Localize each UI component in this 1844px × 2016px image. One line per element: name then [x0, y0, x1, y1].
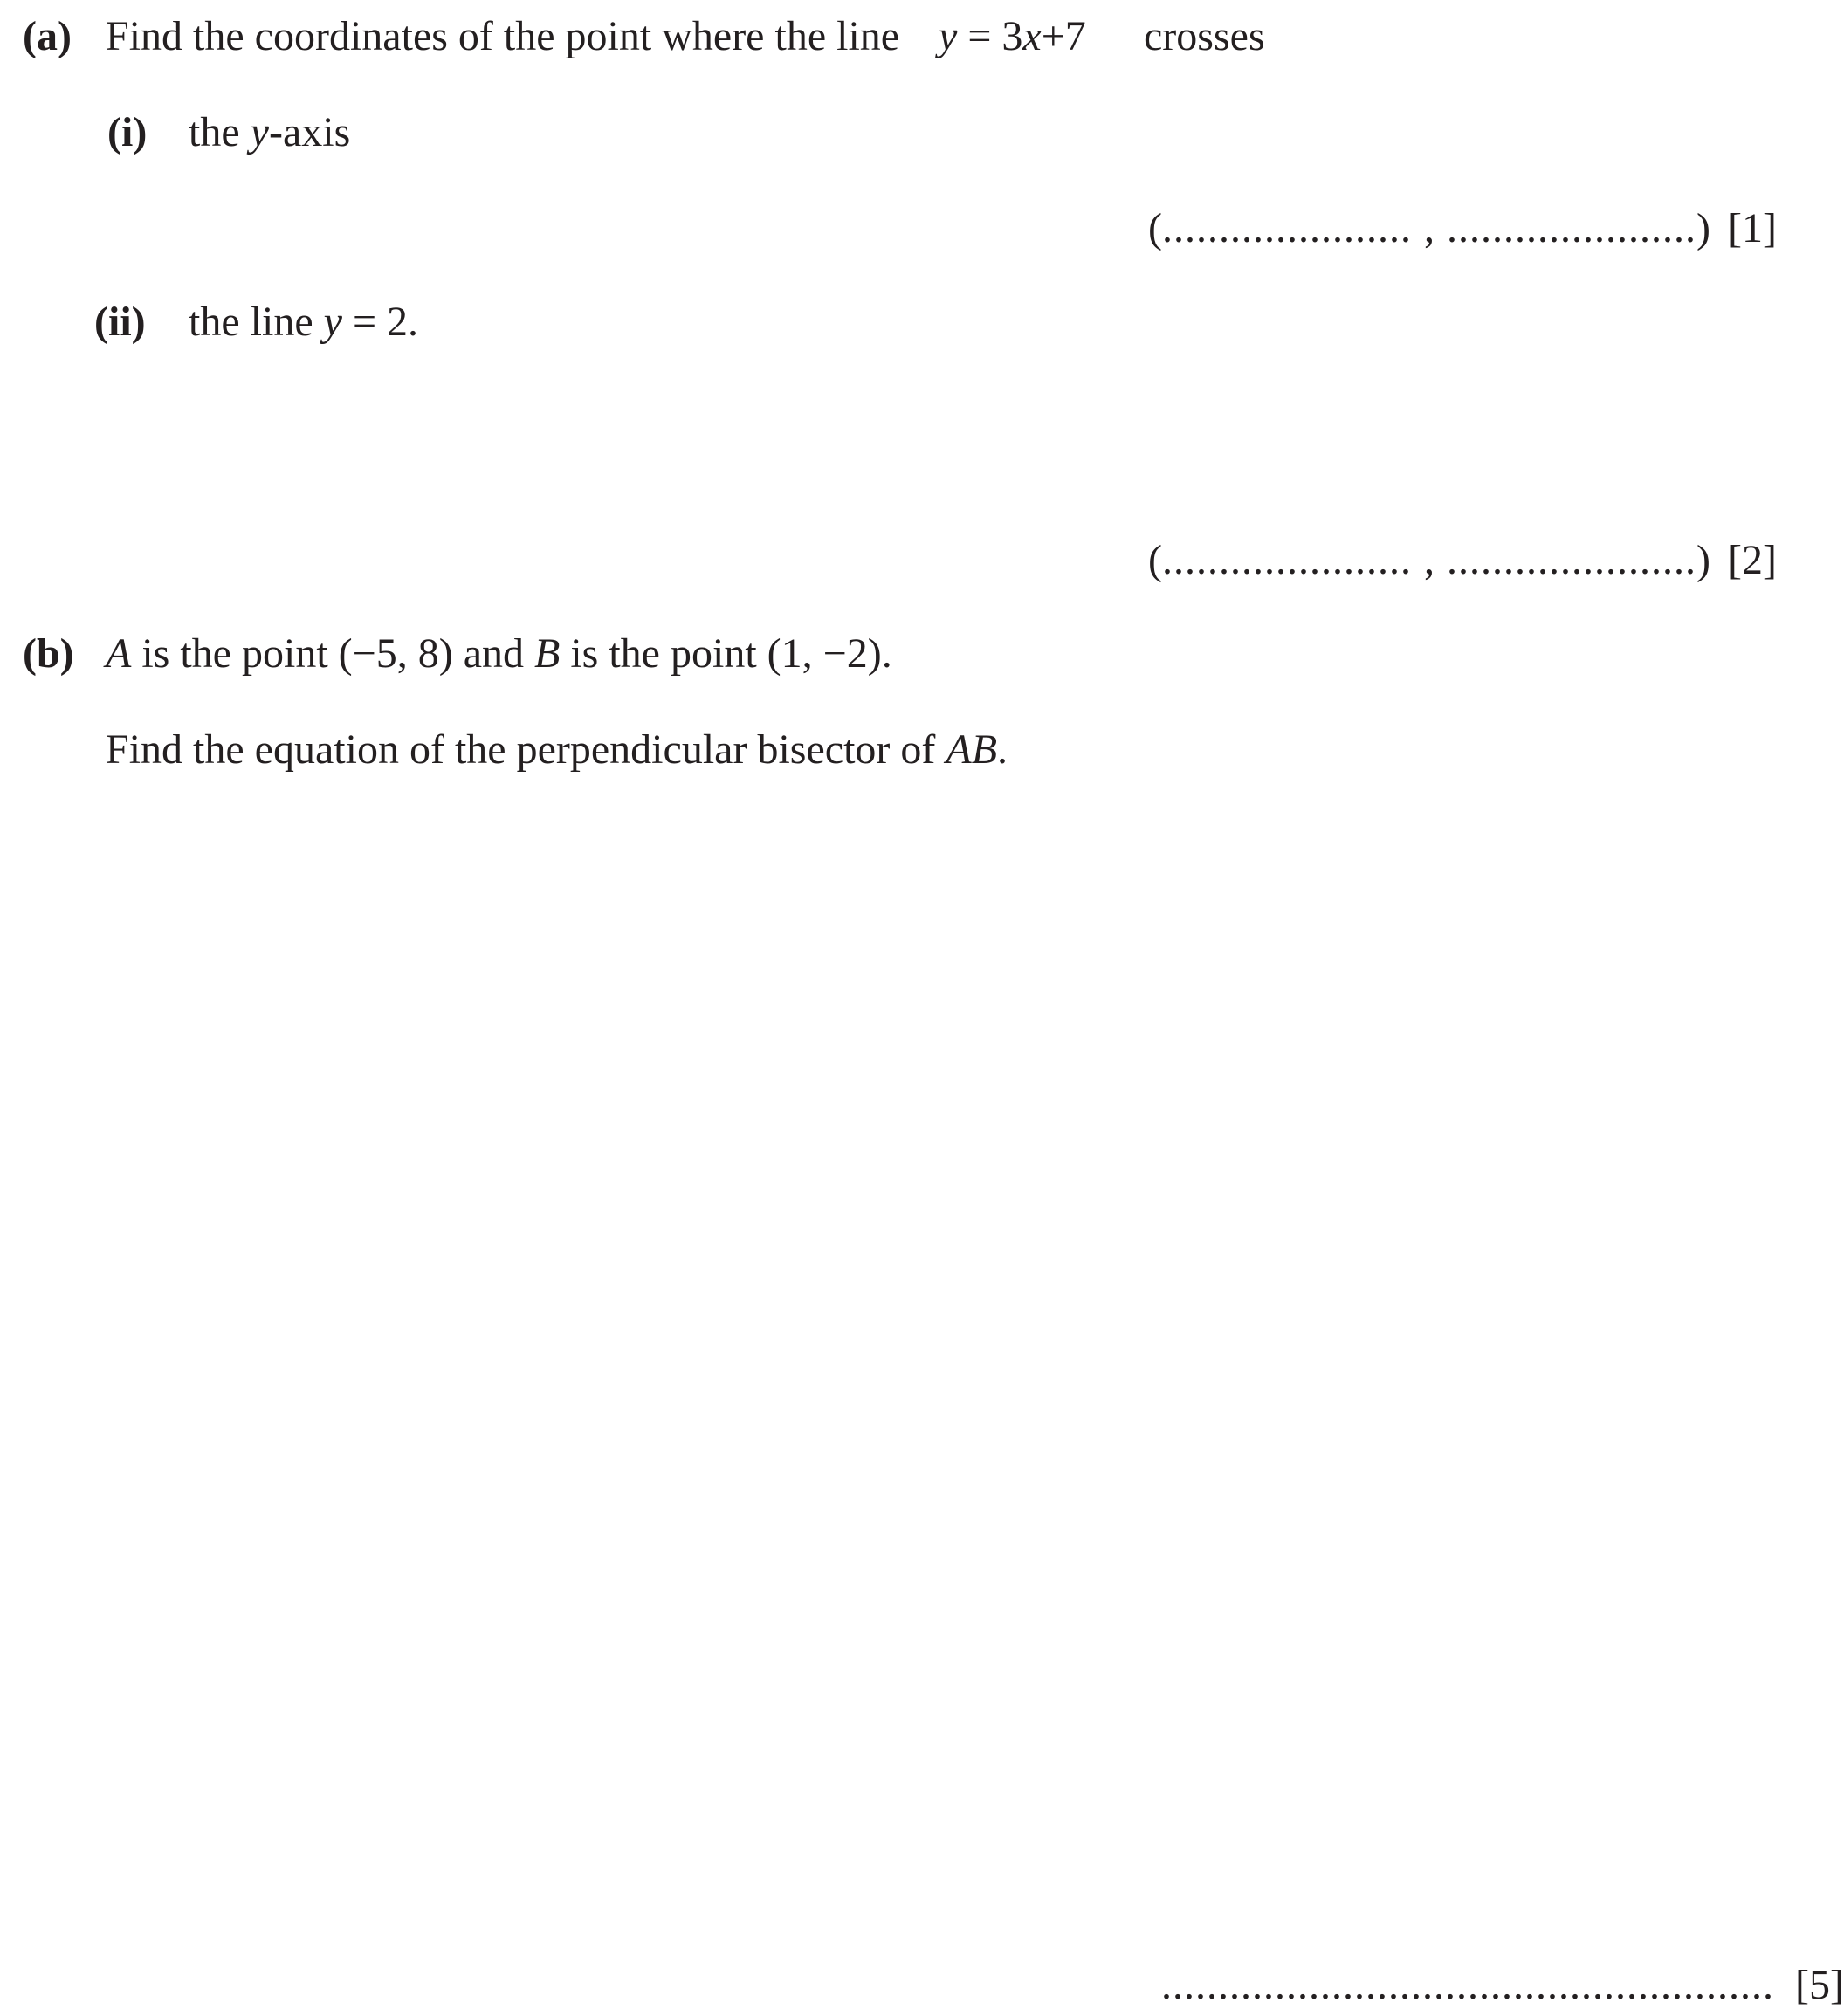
- sub-ii-marks: [2]: [1727, 537, 1777, 583]
- sub-i-marks: [1]: [1727, 205, 1777, 251]
- part-b-text-2: is the point (1, −2).: [560, 630, 892, 677]
- sub-i-question: [189, 109, 351, 155]
- part-a-crosses: crosses: [1144, 13, 1265, 59]
- answer-open-paren: (: [1148, 537, 1162, 583]
- part-b-instruction-text: Find the equation of the perpendicular bisector of: [106, 726, 946, 773]
- equation-x: x: [1022, 13, 1042, 59]
- sub-i-var: y: [250, 109, 269, 155]
- answer-close-paren: ): [1696, 205, 1710, 251]
- answer-dots-y: ......................: [1446, 205, 1696, 251]
- part-b-marks: [5]: [1795, 1962, 1844, 2008]
- answer-comma: ,: [1423, 205, 1435, 251]
- answer-dots: ......................................................: [1161, 1962, 1774, 2008]
- equation-y: y: [939, 13, 958, 59]
- sub-i-text-pre: the: [189, 109, 251, 155]
- part-b-instruction-end: .: [997, 726, 1008, 773]
- part-b-instruction: [106, 726, 1008, 773]
- part-b-statement: [106, 630, 892, 677]
- answer-dots-x: ......................: [1161, 537, 1412, 583]
- segment-ab: AB: [946, 726, 998, 773]
- answer-dots-y: ......................: [1446, 537, 1696, 583]
- sub-ii-label: (ii): [94, 299, 146, 345]
- part-b-text-1: is the point (−5, 8) and: [131, 630, 534, 677]
- part-b-answer-line[interactable]: [1161, 1964, 1844, 2006]
- sub-ii-text-pre: the line: [189, 299, 324, 345]
- answer-open-paren: (: [1148, 205, 1162, 251]
- sub-i-label: (i): [107, 109, 148, 155]
- part-b-label: (b): [23, 630, 74, 677]
- point-a: A: [106, 630, 132, 677]
- sub-ii-text-post: = 2.: [341, 299, 419, 345]
- sub-ii-question: [189, 301, 418, 343]
- sub-ii-var: y: [323, 299, 342, 345]
- answer-close-paren: ): [1696, 537, 1710, 583]
- point-b: B: [534, 630, 561, 677]
- sub-i-answer-line[interactable]: [1148, 205, 1777, 251]
- part-a-label: (a): [23, 13, 72, 59]
- equation-constant: +7: [1041, 13, 1086, 59]
- part-a-question: Find the coordinates of the point where the line: [106, 13, 900, 59]
- answer-dots-x: ......................: [1161, 205, 1412, 251]
- sub-i-text-post: -axis: [268, 109, 351, 155]
- equation-coefficient: = 3: [957, 13, 1023, 59]
- sub-ii-answer-line[interactable]: [1148, 537, 1777, 583]
- part-a-equation: [939, 13, 1086, 59]
- answer-comma: ,: [1423, 537, 1435, 583]
